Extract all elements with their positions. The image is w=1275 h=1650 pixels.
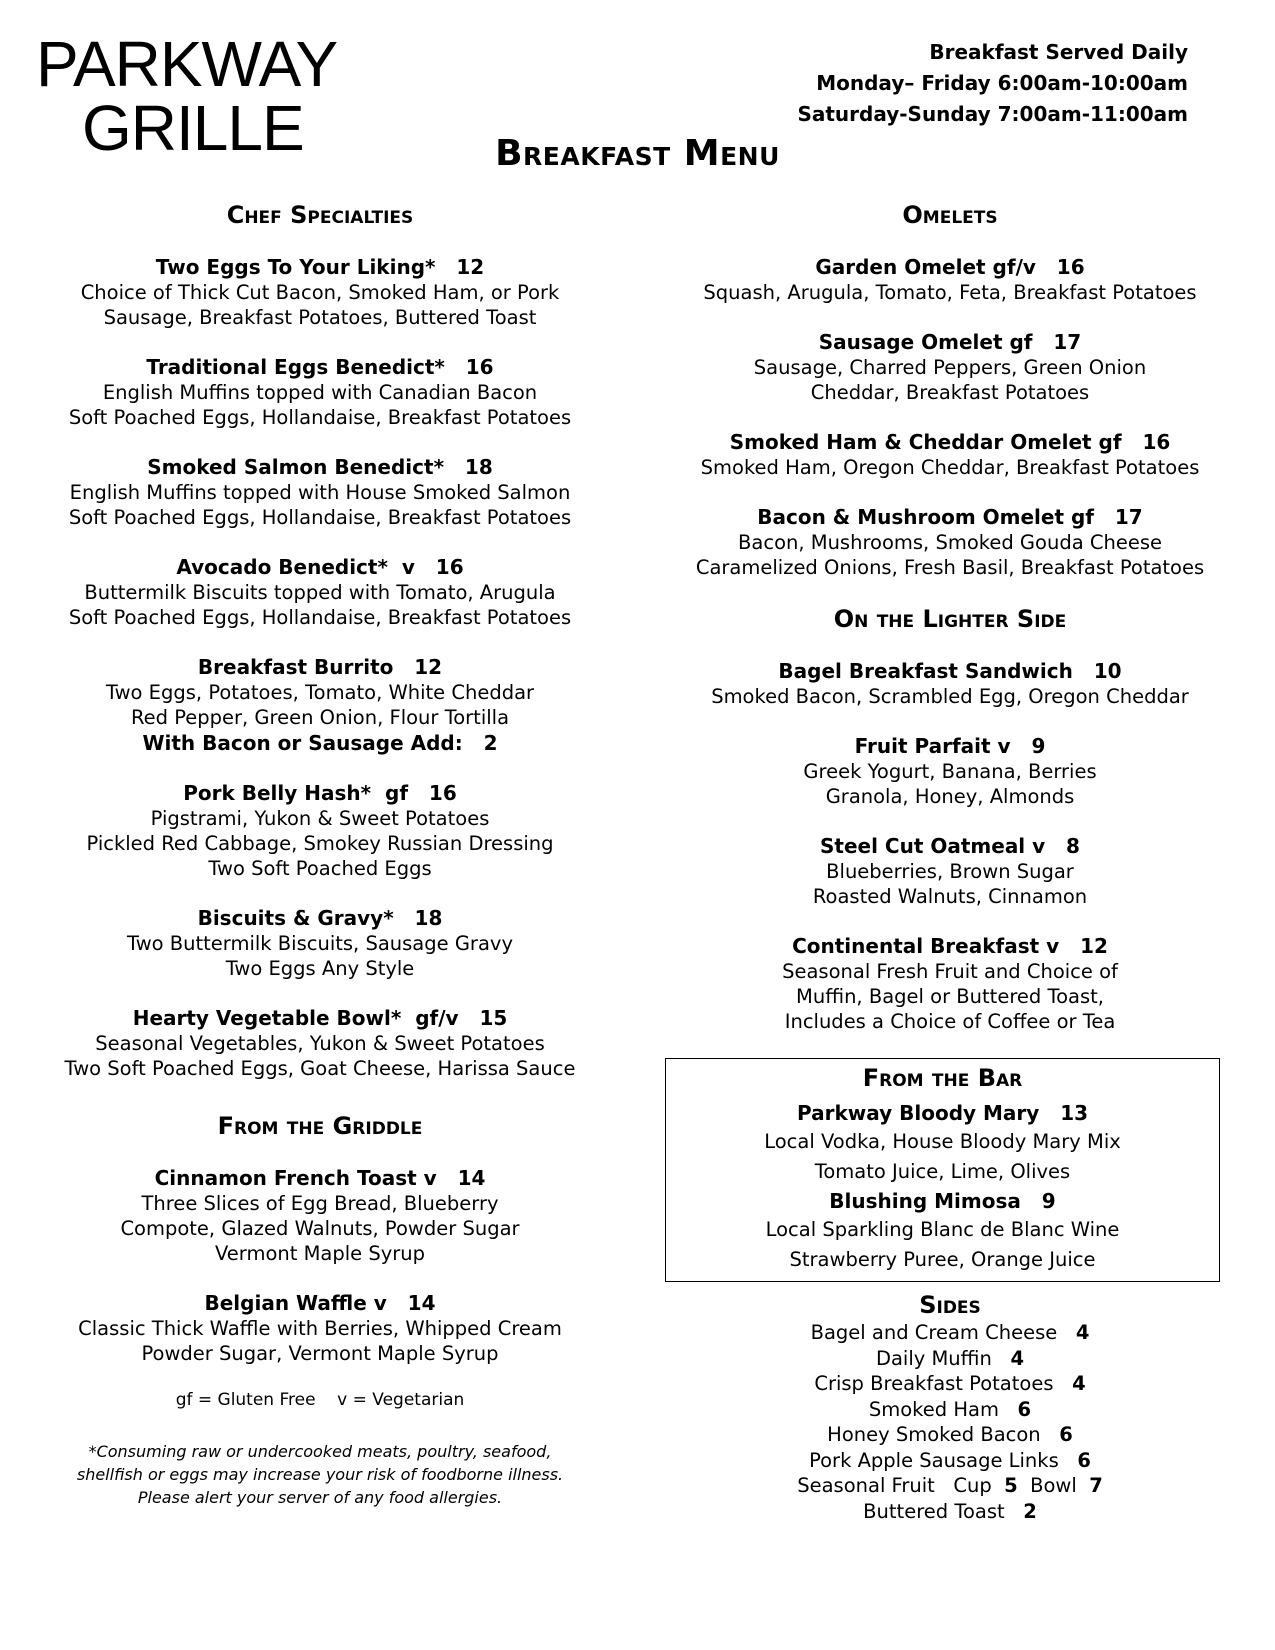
menu-item-description: Soft Poached Eggs, Hollandaise, Breakfast Potatoes [68, 406, 572, 429]
menu-item-description: Granola, Honey, Almonds [825, 785, 1075, 808]
menu-item-name: Smoked Ham & Cheddar Omelet gf 16 [729, 430, 1171, 454]
allergy-disclaimer [50, 1440, 590, 1509]
side-item [660, 1422, 1240, 1448]
menu-item-description: Sausage, Breakfast Potatoes, Buttered Toast [103, 306, 537, 329]
side-item [660, 1320, 1240, 1346]
menu-item [50, 1005, 590, 1081]
side-item-price: 4 [1010, 1346, 1025, 1370]
menu-item-description: Two Soft Poached Eggs, Goat Cheese, Harissa Sauce [64, 1057, 576, 1080]
menu-item [660, 833, 1240, 909]
menu-item-name: Pork Belly Hash* gf 16 [183, 781, 457, 805]
menu-item-description: Local Sparkling Blanc de Blanc Wine [765, 1218, 1120, 1241]
menu-item-description: Local Vodka, House Bloody Mary Mix [764, 1130, 1121, 1153]
bar-section-box [665, 1058, 1220, 1282]
menu-item [660, 329, 1240, 405]
left-column [50, 200, 590, 1509]
menu-item-description: Strawberry Puree, Orange Juice [789, 1248, 1096, 1271]
side-item [660, 1499, 1240, 1525]
menu-item-description: Two Eggs Any Style [225, 957, 415, 980]
menu-item-description: Smoked Ham, Oregon Cheddar, Breakfast Potatoes [700, 456, 1200, 479]
menu-item-name: Garden Omelet gf/v 16 [815, 255, 1085, 279]
menu-item-name: Sausage Omelet gf 17 [818, 330, 1082, 354]
menu-item [50, 554, 590, 630]
menu-item [660, 933, 1240, 1034]
diet-legend: gf = Gluten Free v = Vegetarian [175, 1390, 465, 1410]
menu-item-description: Muffin, Bagel or Buttered Toast, [796, 985, 1104, 1008]
side-item [660, 1473, 1240, 1499]
service-hours [797, 37, 1188, 130]
griddle-list [50, 1165, 590, 1366]
disclaimer-line: shellfish or eggs may increase your risk of foodborne illness. [76, 1465, 564, 1484]
menu-item-description: Powder Sugar, Vermont Maple Syrup [141, 1342, 499, 1365]
menu-item-name: Avocado Benedict* v 16 [176, 555, 464, 579]
side-item [660, 1448, 1240, 1474]
side-item-name: Bagel and Cream Cheese [810, 1321, 1076, 1344]
menu-item-description: Soft Poached Eggs, Hollandaise, Breakfast Potatoes [68, 506, 572, 529]
menu-item-description: Smoked Bacon, Scrambled Egg, Oregon Cheddar [711, 685, 1189, 708]
side-item-price: 6 [1059, 1423, 1073, 1446]
menu-item-name: Belgian Waffle v 14 [204, 1291, 436, 1315]
section-title-chef-specialties: Chef Specialties [226, 201, 414, 229]
menu-item-name: Two Eggs To Your Liking* 12 [155, 255, 485, 279]
menu-item-name: Continental Breakfast v 12 [792, 934, 1108, 958]
menu-item-description: Buttermilk Biscuits topped with Tomato, Arugula [84, 581, 556, 604]
menu-item-description: Tomato Juice, Lime, Olives [814, 1160, 1071, 1183]
menu-item [660, 658, 1240, 709]
sides-list [660, 1320, 1240, 1524]
menu-item-name: Smoked Salmon Benedict* 18 [147, 455, 493, 479]
menu-item-description: Greek Yogurt, Banana, Berries [803, 760, 1097, 783]
menu-item-description: Two Buttermilk Biscuits, Sausage Gravy [127, 932, 513, 955]
page-title: Breakfast Menu [495, 133, 780, 174]
bar-list [676, 1099, 1209, 1275]
menu-item-description: Includes a Choice of Coffee or Tea [784, 1010, 1116, 1033]
menu-item-description: Caramelized Onions, Fresh Basil, Breakfast Potatoes [695, 556, 1205, 579]
section-title-lighter-side: On the Lighter Side [833, 605, 1067, 633]
menu-item [50, 254, 590, 330]
disclaimer-line: *Consuming raw or undercooked meats, poultry, seafood, [88, 1442, 552, 1461]
side-item [660, 1371, 1240, 1397]
menu-item-name: Fruit Parfait v 9 [854, 734, 1046, 758]
menu-item-description: Two Eggs, Potatoes, Tomato, White Cheddar [105, 681, 535, 704]
menu-item-description: Two Soft Poached Eggs [208, 857, 432, 880]
menu-item [50, 354, 590, 430]
menu-item-name: Hearty Vegetable Bowl* gf/v 15 [132, 1006, 508, 1030]
menu-item [50, 780, 590, 881]
section-title-bar: From the Bar [862, 1064, 1023, 1092]
hours-weekend: Saturday-Sunday 7:00am-11:00am [797, 102, 1188, 126]
menu-item-description: Bacon, Mushrooms, Smoked Gouda Cheese [738, 531, 1162, 554]
side-item-name: Honey Smoked Bacon [827, 1423, 1060, 1446]
menu-item-description: Sausage, Charred Peppers, Green Onion [753, 356, 1147, 379]
side-item-name: Crisp Breakfast Potatoes [814, 1372, 1073, 1395]
menu-item-description: Roasted Walnuts, Cinnamon [812, 885, 1088, 908]
menu-item-name: Parkway Bloody Mary 13 [796, 1101, 1089, 1125]
menu-item-description: Choice of Thick Cut Bacon, Smoked Ham, or Pork [80, 281, 560, 304]
menu-item-name: Traditional Eggs Benedict* 16 [146, 355, 494, 379]
menu-item-description: Three Slices of Egg Bread, Blueberry [141, 1192, 499, 1215]
side-item-price: 4 [1075, 1321, 1090, 1344]
logo-line-2: GRILLE [82, 92, 304, 164]
menu-item-name: Steel Cut Oatmeal v 8 [820, 834, 1080, 858]
menu-item-name: Bagel Breakfast Sandwich 10 [778, 659, 1122, 683]
menu-item-description: Pigstrami, Yukon & Sweet Potatoes [150, 807, 490, 830]
menu-item-description: Squash, Arugula, Tomato, Feta, Breakfast Potatoes [703, 281, 1197, 304]
menu-item-description: Compote, Glazed Walnuts, Powder Sugar [120, 1217, 520, 1240]
menu-item [50, 905, 590, 981]
omelets-list [660, 254, 1240, 580]
lighter-side-list [660, 658, 1240, 1034]
menu-item-description: Blueberries, Brown Sugar [826, 860, 1074, 883]
menu-item-name: Bacon & Mushroom Omelet gf 17 [757, 505, 1143, 529]
menu-item-description: Seasonal Vegetables, Yukon & Sweet Potatoes [95, 1032, 545, 1055]
right-column [660, 200, 1240, 1524]
hours-title: Breakfast Served Daily [929, 40, 1188, 64]
hours-weekday: Monday– Friday 6:00am-10:00am [816, 71, 1188, 95]
side-item-name: Smoked Ham [868, 1397, 1018, 1421]
menu-item-description: English Muffins topped with House Smoked Salmon [69, 481, 571, 504]
side-item [660, 1397, 1240, 1423]
menu-item-description: Cheddar, Breakfast Potatoes [810, 381, 1090, 404]
section-title-omelets: Omelets [902, 201, 998, 229]
side-item-name: Daily Muffin [875, 1346, 1011, 1370]
side-item-price: 6 [1017, 1397, 1032, 1421]
side-item-price: 6 [1077, 1448, 1091, 1472]
disclaimer-line: Please alert your server of any food allergies. [137, 1488, 503, 1507]
menu-item-name: Biscuits & Gravy* 18 [197, 906, 443, 930]
menu-item-description: Vermont Maple Syrup [214, 1242, 426, 1265]
side-item-price: 4 [1072, 1372, 1086, 1395]
menu-item [660, 254, 1240, 305]
side-item-price: 2 [1023, 1499, 1037, 1523]
menu-item [50, 654, 590, 756]
side-item [660, 1346, 1240, 1372]
side-item-name: Buttered Toast [863, 1499, 1024, 1523]
chef-specialties-list [50, 254, 590, 1081]
menu-item [660, 733, 1240, 809]
side-item-price: 5 [1004, 1474, 1018, 1497]
section-title-griddle: From the Griddle [217, 1112, 423, 1140]
menu-item-description: Red Pepper, Green Onion, Flour Tortilla [130, 706, 510, 729]
side-item-price: 7 [1089, 1474, 1103, 1497]
menu-item-addon: With Bacon or Sausage Add: 2 [142, 731, 498, 755]
logo-line-1: PARKWAY [36, 28, 338, 100]
menu-item-name: Breakfast Burrito 12 [197, 655, 443, 679]
menu-item [676, 1187, 1209, 1275]
menu-item-description: Classic Thick Waffle with Berries, Whipped Cream [78, 1317, 562, 1340]
menu-item [660, 429, 1240, 480]
section-title-sides: Sides [919, 1291, 981, 1319]
menu-item [50, 1165, 590, 1266]
menu-item-description: Pickled Red Cabbage, Smokey Russian Dressing [86, 832, 554, 855]
menu-item-name: Cinnamon French Toast v 14 [154, 1166, 486, 1190]
menu-item [676, 1099, 1209, 1187]
side-item-name: Pork Apple Sausage Links [809, 1448, 1078, 1472]
menu-item [50, 1290, 590, 1366]
menu-item-description: English Muffins topped with Canadian Bacon [102, 381, 538, 404]
menu-item-description: Soft Poached Eggs, Hollandaise, Breakfast Potatoes [68, 606, 572, 629]
side-item-name: Bowl [1017, 1474, 1090, 1497]
side-item-name: Seasonal Fruit Cup [797, 1474, 1005, 1497]
menu-item [660, 504, 1240, 580]
menu-item [50, 454, 590, 530]
menu-item-name: Blushing Mimosa 9 [829, 1189, 1056, 1213]
menu-item-description: Seasonal Fresh Fruit and Choice of [782, 960, 1118, 983]
